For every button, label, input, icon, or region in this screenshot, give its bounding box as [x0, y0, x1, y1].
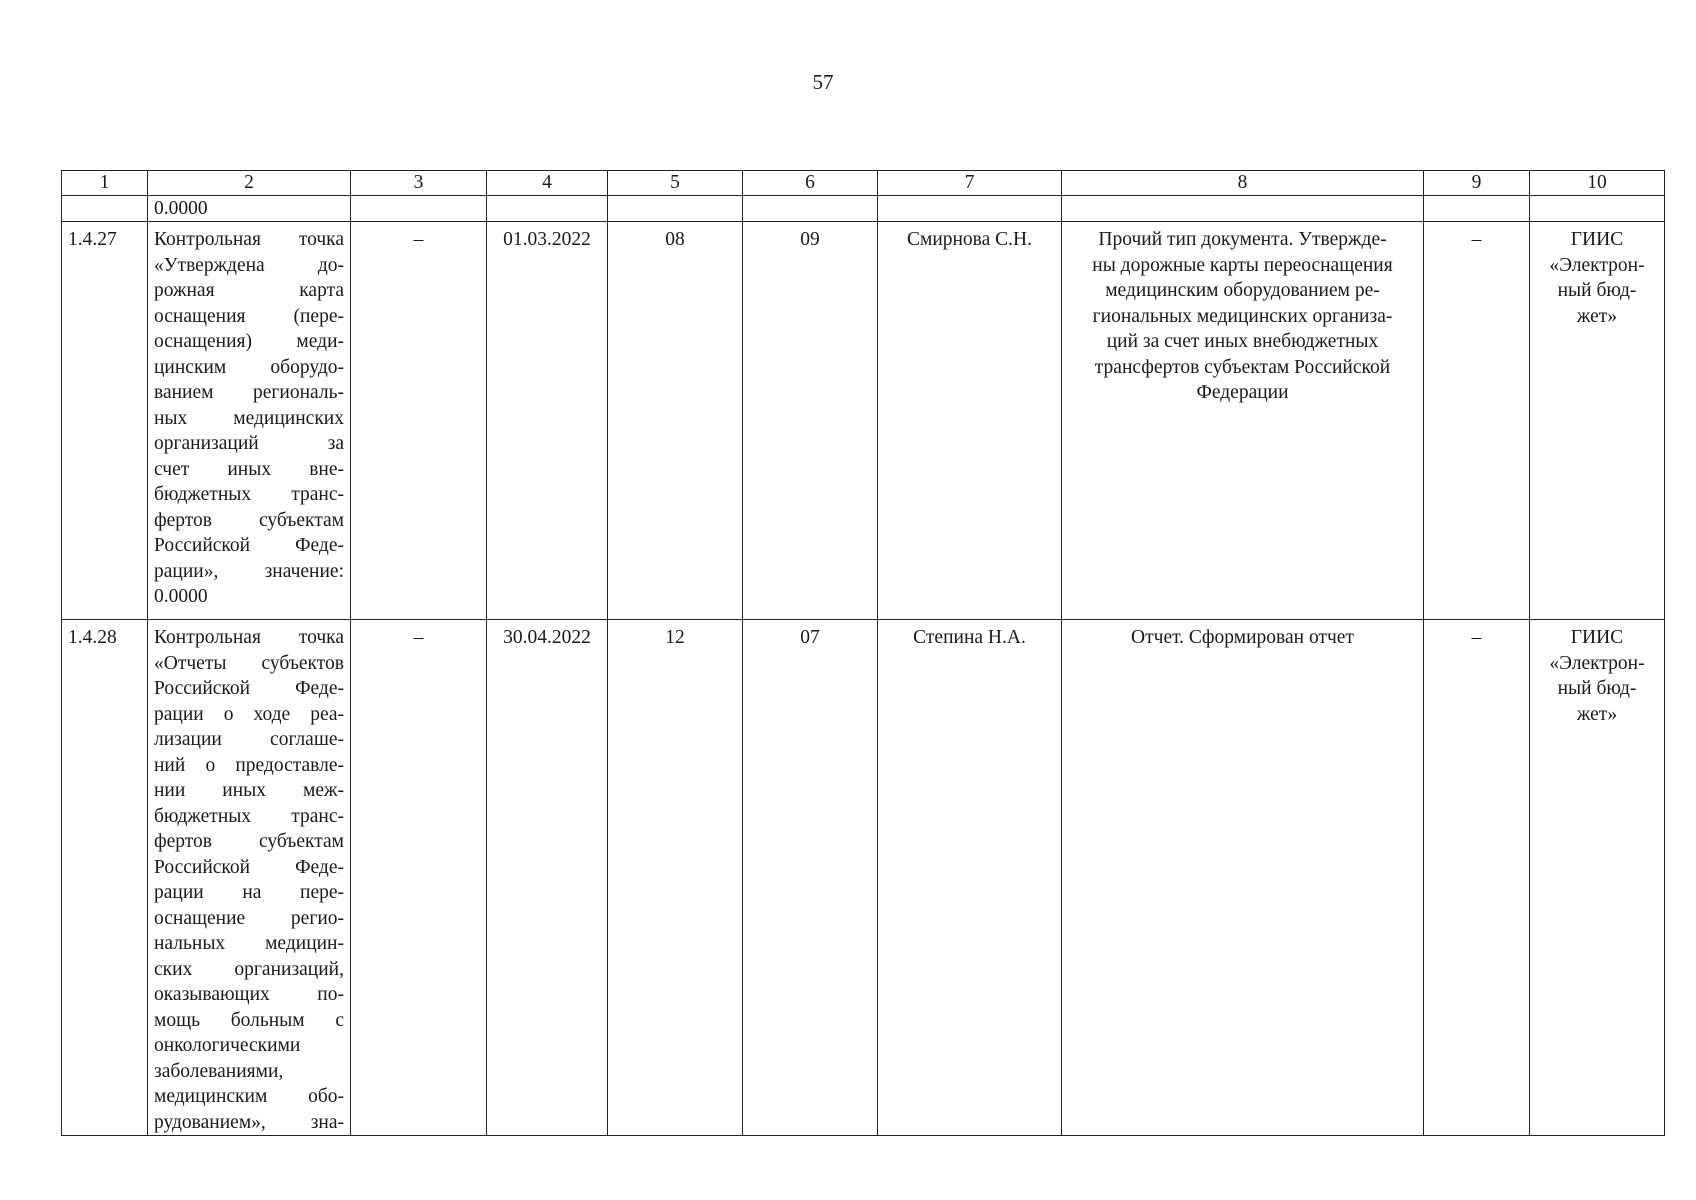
text-line: Российской Феде- [154, 535, 344, 556]
text-line: рации», значение: [154, 560, 344, 582]
text-line: ный бюд- [1557, 280, 1637, 301]
document-description [1062, 620, 1424, 1136]
header-cell: 2 [148, 171, 351, 196]
information-system [1530, 620, 1665, 1136]
text-line: оказывающих по- [154, 984, 344, 1005]
text-line: фертов субъектам [154, 509, 344, 531]
header-cell: 4 [487, 171, 608, 196]
col9-value: – [1424, 222, 1530, 620]
text-line: Отчет. Сформирован отчет [1131, 627, 1354, 648]
text-line: гиональных медицинских организа- [1092, 305, 1393, 327]
information-system [1530, 222, 1665, 620]
checkpoint-name [148, 222, 351, 620]
header-cell: 7 [878, 171, 1062, 196]
header-cell: 3 [351, 171, 487, 196]
text-line: фертов субъектам [154, 831, 344, 852]
header-row [62, 171, 1665, 196]
col9-value: – [1424, 620, 1530, 1136]
text-line: рации о ходе реа- [154, 703, 344, 725]
text-line: Прочий тип документа. Утвержде- [1098, 229, 1387, 250]
text-line: оснащение регио- [154, 907, 344, 929]
col3-value: – [351, 620, 487, 1136]
text-line: ный бюд- [1557, 678, 1637, 699]
text-line: трансфертов субъектам Российской [1094, 356, 1391, 378]
col5-value: 12 [608, 620, 743, 1136]
text-line: бюджетных транс- [154, 805, 344, 827]
text-line: ских организаций, [154, 958, 344, 980]
col6-value: 07 [743, 620, 878, 1136]
continuation-row [62, 196, 1665, 222]
text-line: ванием региональ- [154, 382, 344, 403]
text-line: ний о предоставле- [154, 754, 344, 776]
row-number: 1.4.28 [62, 620, 148, 1136]
text-line: онкологическими [154, 1035, 301, 1056]
text-line: рации на пере- [154, 882, 344, 903]
date-value: 01.03.2022 [487, 222, 608, 620]
table-row [62, 222, 1665, 620]
row-number: 1.4.27 [62, 222, 148, 620]
text-line: бюджетных транс- [154, 484, 344, 505]
text-line: мощь больным с [154, 1009, 344, 1031]
text-line: жет» [1576, 703, 1618, 725]
text-line: «Электрон- [1549, 652, 1645, 674]
table-row [62, 620, 1665, 1136]
text-line: оснащения) меди- [154, 331, 344, 352]
col6-value: 09 [743, 222, 878, 620]
header-cell: 1 [62, 171, 148, 196]
continuation-value: 0.0000 [148, 196, 351, 222]
text-line: лизации соглаше- [154, 729, 344, 750]
text-line: медицинским оборудованием ре- [1105, 280, 1380, 301]
text-line: Российской Феде- [154, 678, 344, 699]
text-line: рожная карта [154, 280, 344, 301]
text-line: «Отчеты субъектов [154, 652, 344, 674]
text-line: ГИИС [1570, 627, 1624, 648]
text-line: жет» [1576, 305, 1618, 327]
text-line: ций за счет иных внебюджетных [1106, 331, 1379, 352]
text-line: Федерации [1196, 382, 1289, 403]
text-line: цинским оборудо- [154, 356, 344, 378]
checkpoint-name [148, 620, 351, 1136]
text-line: счет иных вне- [154, 458, 344, 480]
text-line: 0.0000 [154, 586, 208, 607]
page-number: 57 [812, 70, 834, 94]
text-line: рудованием», зна- [154, 1111, 344, 1133]
text-line: Российской Феде- [154, 856, 344, 878]
text-line: «Утверждена до- [154, 254, 344, 276]
col5-value: 08 [608, 222, 743, 620]
header-cell: 10 [1530, 171, 1665, 196]
text-line: ны дорожные карты переоснащения [1092, 254, 1393, 276]
text-line: ных медицинских [154, 407, 344, 429]
col3-value: – [351, 222, 487, 620]
responsible-person: Смирнова С.Н. [878, 222, 1062, 620]
text-line: Контрольная точка [154, 229, 344, 250]
header-cell: 5 [608, 171, 743, 196]
header-cell: 8 [1062, 171, 1424, 196]
text-line: организаций за [154, 433, 344, 454]
date-value: 30.04.2022 [487, 620, 608, 1136]
responsible-person: Степина Н.А. [878, 620, 1062, 1136]
text-line: нальных медицин- [154, 933, 344, 954]
text-line: медицинским обо- [154, 1086, 344, 1107]
text-line: «Электрон- [1549, 254, 1645, 276]
text-line: оснащения (пере- [154, 305, 344, 327]
text-line: заболеваниями, [154, 1060, 284, 1082]
text-line: нии иных меж- [154, 780, 344, 801]
text-line: ГИИС [1570, 229, 1624, 250]
plan-table [61, 170, 1665, 1136]
header-cell: 6 [743, 171, 878, 196]
header-cell: 9 [1424, 171, 1530, 196]
document-description [1062, 222, 1424, 620]
text-line: Контрольная точка [154, 627, 344, 648]
